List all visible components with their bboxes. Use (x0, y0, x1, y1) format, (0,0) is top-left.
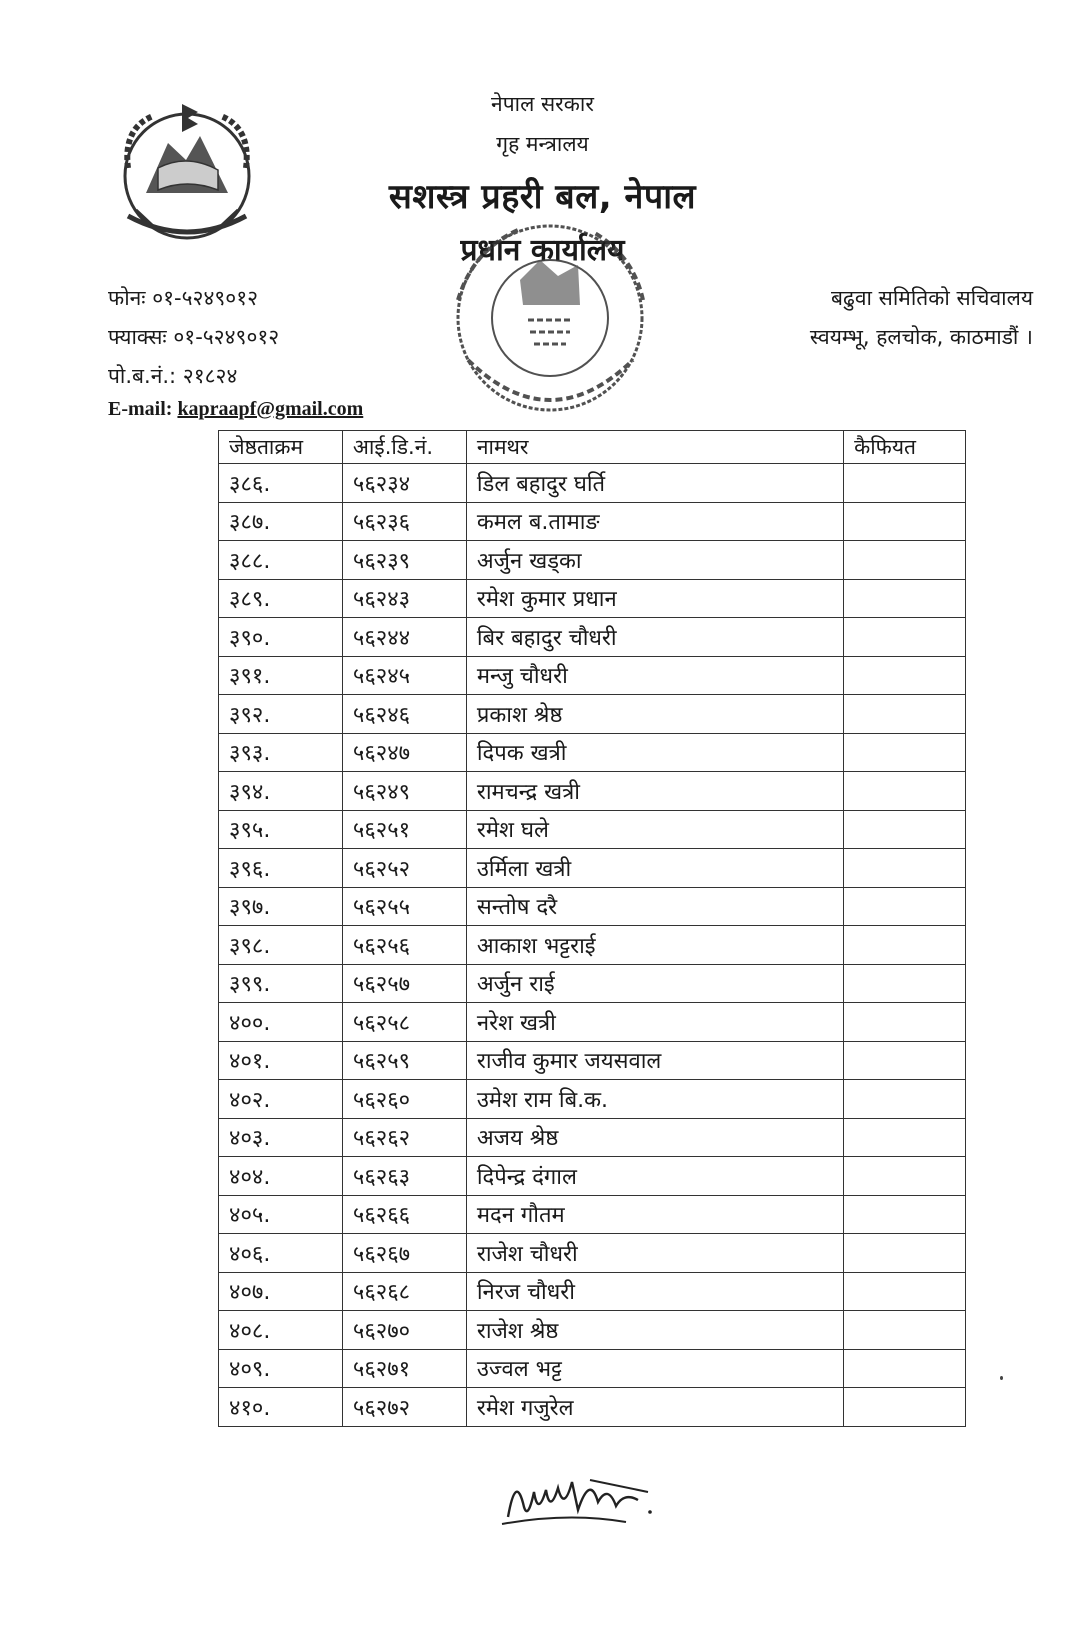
cell-id-number: ५६२५९ (342, 1041, 466, 1080)
cell-seniority: ३९४. (219, 772, 343, 811)
table-row (219, 579, 966, 618)
address-line-1: बढुवा समितिको सचिवालय (831, 286, 1033, 310)
cell-seniority: ३९६. (219, 849, 343, 888)
table-row (219, 1311, 966, 1350)
cell-remarks (844, 579, 966, 618)
cell-remarks (844, 541, 966, 580)
cell-id-number: ५६२४७ (342, 733, 466, 772)
cell-remarks (844, 1349, 966, 1388)
cell-remarks (844, 1080, 966, 1119)
cell-remarks (844, 810, 966, 849)
cell-remarks (844, 964, 966, 1003)
cell-seniority: ४०२. (219, 1080, 343, 1119)
cell-name: अजय श्रेष्ठ (466, 1118, 843, 1157)
cell-seniority: ४०५. (219, 1195, 343, 1234)
cell-name: बिर बहादुर चौधरी (466, 618, 843, 657)
table-row (219, 1388, 966, 1427)
cell-remarks (844, 1388, 966, 1427)
table-row (219, 618, 966, 657)
cell-seniority: ३८६. (219, 464, 343, 503)
cell-remarks (844, 464, 966, 503)
cell-seniority: ३९८. (219, 926, 343, 965)
email-line (108, 398, 363, 421)
cell-name: सन्तोष दरै (466, 887, 843, 926)
table-row (219, 1272, 966, 1311)
cell-seniority: ३९५. (219, 810, 343, 849)
cell-seniority: ३९०. (219, 618, 343, 657)
cell-seniority: ४०८. (219, 1311, 343, 1350)
cell-name: दिपेन्द्र दंगाल (466, 1157, 843, 1196)
cell-seniority: ४०६. (219, 1234, 343, 1273)
cell-name: अर्जुन राई (466, 964, 843, 1003)
cell-id-number: ५६२३९ (342, 541, 466, 580)
cell-name: दिपक खत्री (466, 733, 843, 772)
cell-name: मदन गौतम (466, 1195, 843, 1234)
address-line-2: स्वयम्भू, हलचोक, काठमाडौं । (809, 325, 1033, 349)
cell-seniority: ४०३. (219, 1118, 343, 1157)
table-row (219, 1003, 966, 1042)
table-row (219, 656, 966, 695)
cell-remarks (844, 1234, 966, 1273)
table-body (219, 464, 966, 1427)
speck-mark (1000, 1376, 1003, 1380)
table-row (219, 695, 966, 734)
cell-name: उर्मिला खत्री (466, 849, 843, 888)
cell-name: राजीव कुमार जयसवाल (466, 1041, 843, 1080)
cell-id-number: ५६२४४ (342, 618, 466, 657)
cell-id-number: ५६२७० (342, 1311, 466, 1350)
cell-id-number: ५६२६६ (342, 1195, 466, 1234)
cell-id-number: ५६२४५ (342, 656, 466, 695)
header-id-number: आई.डि.नं. (342, 431, 466, 464)
cell-remarks (844, 1272, 966, 1311)
cell-id-number: ५६२६२ (342, 1118, 466, 1157)
cell-remarks (844, 618, 966, 657)
cell-id-number: ५६२३६ (342, 502, 466, 541)
cell-remarks (844, 772, 966, 811)
cell-id-number: ५६२६३ (342, 1157, 466, 1196)
cell-name: उज्वल भट्ट (466, 1349, 843, 1388)
cell-seniority: ३८९. (219, 579, 343, 618)
email-label: E-mail: (108, 398, 173, 420)
cell-seniority: ४०७. (219, 1272, 343, 1311)
table-row (219, 502, 966, 541)
cell-name: मन्जु चौधरी (466, 656, 843, 695)
cell-remarks (844, 733, 966, 772)
table-row (219, 1041, 966, 1080)
cell-name: राजेश श्रेष्ठ (466, 1311, 843, 1350)
cell-seniority: ३९३. (219, 733, 343, 772)
table-row (219, 1157, 966, 1196)
table-row (219, 964, 966, 1003)
table-row (219, 926, 966, 965)
cell-id-number: ५६२६८ (342, 1272, 466, 1311)
po-box: पो.ब.नं.: २१८२४ (108, 364, 238, 388)
cell-id-number: ५६२६० (342, 1080, 466, 1119)
cell-remarks (844, 502, 966, 541)
cell-name: नरेश खत्री (466, 1003, 843, 1042)
cell-id-number: ५६२५१ (342, 810, 466, 849)
cell-remarks (844, 849, 966, 888)
fax-number: फ्याक्सः ०१-५२४९०१२ (108, 325, 280, 349)
cell-id-number: ५६२६७ (342, 1234, 466, 1273)
government-name: नेपाल सरकार (491, 92, 594, 116)
cell-seniority: ३८८. (219, 541, 343, 580)
cell-id-number: ५६२३४ (342, 464, 466, 503)
cell-name: रमेश घले (466, 810, 843, 849)
cell-remarks (844, 887, 966, 926)
cell-remarks (844, 926, 966, 965)
cell-name: कमल ब.तामाङ (466, 502, 843, 541)
cell-seniority: ३९२. (219, 695, 343, 734)
cell-name: आकाश भट्टराई (466, 926, 843, 965)
cell-seniority: ३९९. (219, 964, 343, 1003)
table-row (219, 810, 966, 849)
office-stamp (428, 210, 673, 425)
office-name: प्रधान कार्यालय (460, 233, 625, 268)
cell-id-number: ५६२४६ (342, 695, 466, 734)
table-row (219, 849, 966, 888)
cell-id-number: ५६२७१ (342, 1349, 466, 1388)
header-seniority: जेष्ठताक्रम (219, 431, 343, 464)
organization-name: सशस्त्र प्रहरी बल, नेपाल (388, 177, 697, 217)
cell-remarks (844, 1195, 966, 1234)
cell-seniority: ४०४. (219, 1157, 343, 1196)
cell-seniority: ४०९. (219, 1349, 343, 1388)
header-remarks: कैफियत (844, 431, 966, 464)
cell-id-number: ५६२५७ (342, 964, 466, 1003)
table-row (219, 1234, 966, 1273)
table-row (219, 464, 966, 503)
cell-remarks (844, 1003, 966, 1042)
cell-id-number: ५६२५६ (342, 926, 466, 965)
cell-remarks (844, 695, 966, 734)
cell-name: अर्जुन खड्का (466, 541, 843, 580)
promotion-list-table (218, 430, 966, 1427)
cell-remarks (844, 1041, 966, 1080)
table-row (219, 1349, 966, 1388)
cell-remarks (844, 1311, 966, 1350)
table-row (219, 772, 966, 811)
cell-remarks (844, 1157, 966, 1196)
table-row (219, 733, 966, 772)
cell-name: उमेश राम बि.क. (466, 1080, 843, 1119)
cell-id-number: ५६२५५ (342, 887, 466, 926)
cell-id-number: ५६२४३ (342, 579, 466, 618)
cell-seniority: ४०१. (219, 1041, 343, 1080)
cell-name: रामचन्द्र खत्री (466, 772, 843, 811)
cell-id-number: ५६२५२ (342, 849, 466, 888)
ministry-name: गृह मन्त्रालय (496, 132, 589, 156)
cell-seniority: ३९१. (219, 656, 343, 695)
cell-name: निरज चौधरी (466, 1272, 843, 1311)
email-link[interactable]: kapraapf@gmail.com (177, 398, 364, 420)
cell-seniority: ४१०. (219, 1388, 343, 1427)
table-row (219, 1195, 966, 1234)
table-row (219, 1080, 966, 1119)
table-row (219, 541, 966, 580)
cell-seniority: ३९७. (219, 887, 343, 926)
cell-id-number: ५६२४९ (342, 772, 466, 811)
table-row (219, 1118, 966, 1157)
cell-id-number: ५६२५८ (342, 1003, 466, 1042)
cell-remarks (844, 656, 966, 695)
header-name: नामथर (466, 431, 843, 464)
cell-remarks (844, 1118, 966, 1157)
cell-name: रमेश कुमार प्रधान (466, 579, 843, 618)
cell-name: राजेश चौधरी (466, 1234, 843, 1273)
cell-seniority: ३८७. (219, 502, 343, 541)
signature (498, 1462, 663, 1532)
phone-number: फोनः ०१-५२४९०१२ (108, 286, 259, 310)
cell-id-number: ५६२७२ (342, 1388, 466, 1427)
table-row (219, 887, 966, 926)
cell-name: रमेश गजुरेल (466, 1388, 843, 1427)
cell-name: प्रकाश श्रेष्ठ (466, 695, 843, 734)
cell-seniority: ४००. (219, 1003, 343, 1042)
cell-name: डिल बहादुर घर्ति (466, 464, 843, 503)
table-header-row (219, 431, 966, 464)
